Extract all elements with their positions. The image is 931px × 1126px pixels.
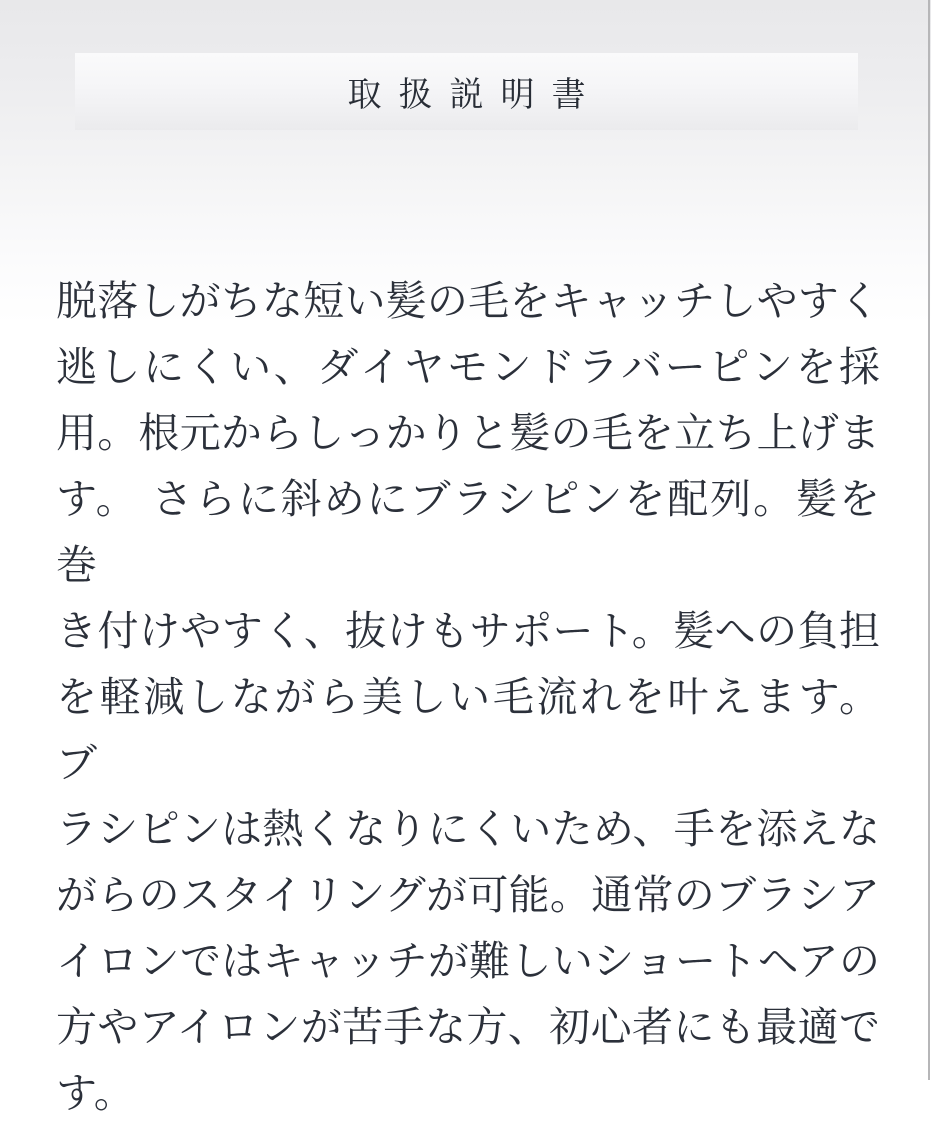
text-line: す。 さらに斜めにブラシピンを配列。髪を巻 xyxy=(56,476,880,588)
title-banner xyxy=(75,53,858,130)
text-line: 用。根元からしっかりと髪の毛を立ち上げま xyxy=(56,410,880,456)
right-edge-divider xyxy=(928,0,930,1080)
text-line: ラシピンは熱くなりにくいため、手を添えな xyxy=(56,806,880,852)
text-line: す。 xyxy=(56,1070,135,1116)
text-line: 脱落しがちな短い髪の毛をキャッチしやすく xyxy=(56,278,880,324)
page-title: 取扱説明書 xyxy=(347,76,603,114)
text-line: き付けやすく、抜けもサポート。髪への負担 xyxy=(56,608,880,654)
product-description xyxy=(56,268,880,1126)
text-line: 逃しにくい、ダイヤモンドラバーピンを採 xyxy=(56,344,880,390)
text-line: イロンではキャッチが難しいショートヘアの xyxy=(56,938,880,984)
text-line: 方やアイロンが苦手な方、初心者にも最適で xyxy=(56,1004,880,1050)
text-line: がらのスタイリングが可能。通常のブラシア xyxy=(56,872,880,918)
text-line: を軽減しながら美しい毛流れを叶えます。 ブ xyxy=(56,674,880,786)
